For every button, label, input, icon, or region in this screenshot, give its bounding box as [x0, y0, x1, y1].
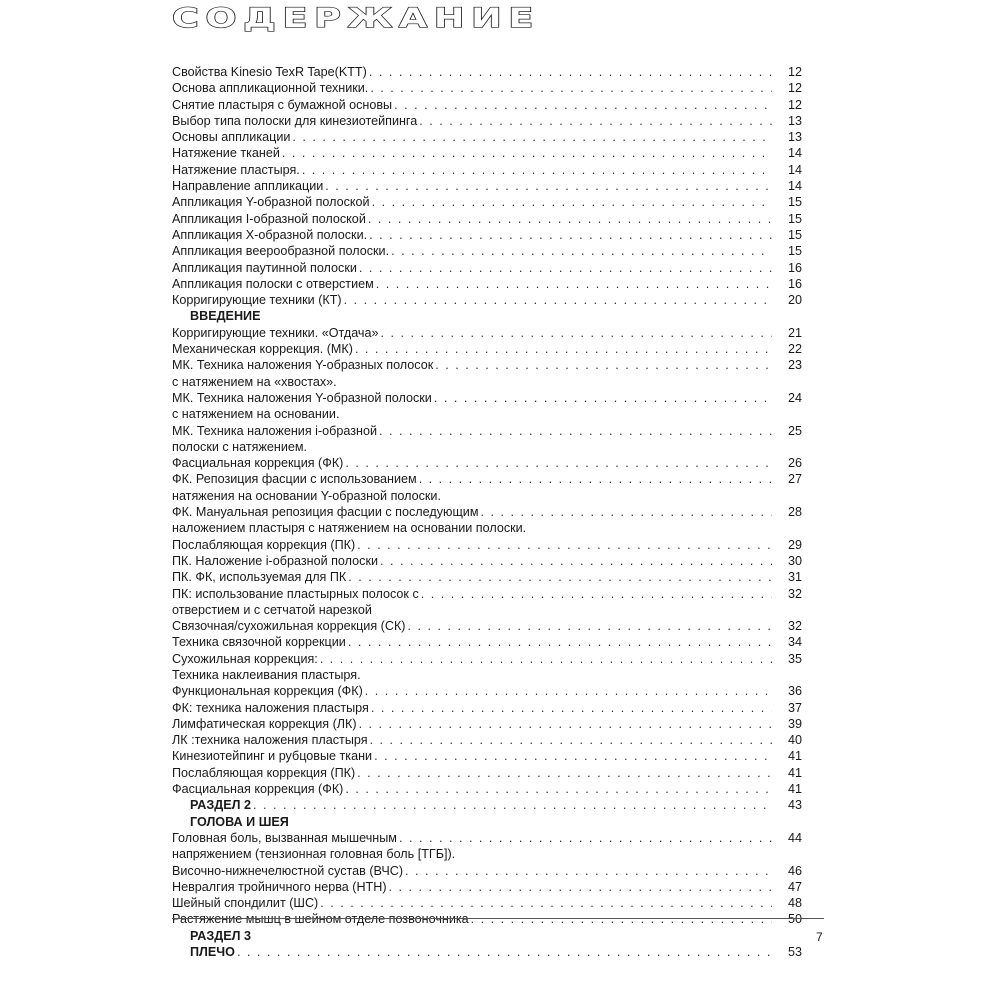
dot-leader — [355, 341, 772, 357]
dot-leader — [357, 765, 772, 781]
footer-rule — [172, 918, 824, 919]
toc-entry — [172, 145, 802, 161]
toc-page-number: 14 — [787, 179, 802, 194]
toc-entry — [172, 586, 802, 602]
toc-page-number: 16 — [787, 260, 802, 275]
dot-leader — [389, 879, 772, 895]
toc-entry-title: Механическая коррекция. (МК) — [172, 342, 353, 357]
toc-entry — [172, 569, 802, 585]
toc-page-number: 53 — [787, 945, 802, 960]
toc-entry-continuation: наложением пластыря с натяжением на основании полоски. — [172, 521, 527, 536]
toc-page-number: 15 — [787, 211, 802, 226]
toc-page-number: 39 — [787, 716, 802, 731]
dot-leader — [237, 944, 772, 960]
toc-entry-title: Лимфатическая коррекция (ЛК) — [172, 716, 357, 731]
toc-page-number: 48 — [787, 896, 802, 911]
toc-page-number: 32 — [787, 586, 802, 601]
toc-entry-continuation: полоски с натяжением. — [172, 439, 308, 454]
toc-entry — [172, 781, 802, 797]
dot-leader — [253, 797, 772, 813]
dot-leader — [369, 64, 772, 80]
dot-leader — [421, 586, 772, 602]
dot-leader — [419, 471, 772, 487]
toc-page-number: 31 — [787, 570, 802, 585]
toc-section-heading — [172, 928, 802, 944]
toc-page-number: 29 — [787, 537, 802, 552]
toc-entry — [172, 113, 802, 129]
dot-leader — [357, 537, 772, 553]
toc-entry — [172, 325, 802, 341]
dot-leader — [371, 700, 772, 716]
toc-page-number: 24 — [787, 390, 802, 405]
toc-entry — [172, 504, 802, 520]
dot-leader — [434, 390, 772, 406]
toc-page-number: 15 — [787, 227, 802, 242]
toc-page-number: 12 — [787, 65, 802, 79]
dot-leader — [345, 781, 772, 797]
toc-page-number: 23 — [787, 358, 802, 373]
toc-entry — [172, 227, 802, 243]
toc-page-number: 20 — [787, 293, 802, 308]
toc-entry-title: Фасциальная коррекция (ФК) — [172, 782, 344, 797]
toc-page-number: 50 — [787, 912, 802, 927]
toc-entry — [172, 260, 802, 276]
toc-page-number: 43 — [787, 798, 802, 813]
toc-page-number: 25 — [787, 423, 802, 438]
toc-entry — [172, 80, 802, 96]
toc-entry — [172, 537, 802, 553]
toc-entry-continuation: с натяжением на основании. — [172, 407, 340, 422]
dot-leader — [372, 194, 772, 210]
dot-leader — [368, 211, 772, 227]
toc-page-number: 27 — [787, 472, 802, 487]
toc-page-number: 13 — [787, 113, 802, 128]
toc-page-number: 26 — [787, 456, 802, 471]
toc-entry-title: Натяжение тканей — [172, 146, 280, 161]
toc-entry-title: Аппликация паутинной полоски — [172, 260, 357, 275]
dot-leader — [376, 276, 772, 292]
dot-leader — [391, 243, 772, 259]
toc-entry-title: Височно-нижнечелюстной сустав (ВЧС) — [172, 863, 404, 878]
dot-leader — [435, 357, 772, 373]
toc-entry-title: Связочная/сухожильная коррекция (СК) — [172, 619, 406, 634]
toc-heading-text: ГОЛОВА И ШЕЯ — [190, 814, 289, 829]
toc-page-number: 13 — [787, 130, 802, 145]
toc-page-number: 41 — [787, 749, 802, 764]
toc-entry-title: Корригирующие техники. «Отдача» — [172, 325, 379, 340]
toc-page-number: 44 — [787, 830, 802, 845]
toc-entry — [172, 423, 802, 439]
toc-entry-title: ПК. ФК, используемая для ПК — [172, 570, 347, 585]
toc-entry-continuation: натяжения на основании Y-образной полоски. — [172, 488, 441, 503]
dot-leader — [394, 97, 772, 113]
toc-entry — [172, 341, 802, 357]
toc-entry-title: Растяжение мышц в шейном отделе позвоночника — [172, 912, 469, 927]
toc-entry-title: Аппликация Х-образной полоски. — [172, 227, 368, 242]
toc-entry-continuation: отверстием и с сетчатой нарезкой — [172, 602, 372, 617]
toc-entry — [172, 863, 802, 879]
toc-entry — [172, 895, 802, 911]
toc-page-number: 16 — [787, 276, 802, 291]
dot-leader — [419, 113, 772, 129]
toc-section-heading — [172, 814, 802, 830]
toc-entry — [172, 634, 802, 650]
dot-leader — [381, 325, 773, 341]
toc-entry — [172, 830, 802, 846]
toc-entry — [172, 178, 802, 194]
toc-entry-title: Аппликация веерообразной полоски. — [172, 244, 390, 259]
dot-leader — [481, 504, 773, 520]
dot-leader — [370, 732, 772, 748]
toc-entry-title: ФК. Мануальная репозиция фасции с последующим — [172, 505, 479, 520]
toc-page-number: 28 — [787, 505, 802, 520]
dot-leader — [399, 830, 772, 846]
toc-entry-title: Корригирующие техники (КТ) — [172, 293, 342, 308]
page-number: 7 — [816, 930, 823, 944]
dot-leader — [292, 129, 772, 145]
toc-entry-title: Аппликация I-образной полоской — [172, 211, 366, 226]
toc-entry-title: Послабляющая коррекция (ПК) — [172, 765, 356, 780]
toc-entry — [172, 390, 802, 406]
dot-leader — [369, 227, 772, 243]
toc-entry — [172, 553, 802, 569]
toc-page-number: 22 — [787, 342, 802, 357]
dot-leader — [407, 618, 772, 634]
toc-entry-title: Сухожильная коррекция: — [172, 651, 318, 666]
dot-leader — [344, 292, 772, 308]
toc-page-number: 37 — [787, 700, 802, 715]
toc-entry-title: Снятие пластыря с бумажной основы — [172, 97, 393, 112]
toc-entry-title: ПК. Наложение i-образной полоски — [172, 553, 378, 568]
toc-entry — [172, 243, 802, 259]
toc-entry — [172, 276, 802, 292]
dot-leader — [320, 895, 772, 911]
toc-entry — [172, 162, 802, 178]
toc-entry — [172, 64, 802, 80]
toc-entry-title: Направление аппликации — [172, 179, 324, 194]
dot-leader — [359, 716, 772, 732]
toc-heading-text: РАЗДЕЛ 3 — [190, 928, 251, 943]
dot-leader — [325, 178, 772, 194]
toc-entry — [172, 748, 802, 764]
toc-entry-title: МК. Техника наложения Y-образной полоски — [172, 390, 432, 405]
dot-leader — [320, 651, 772, 667]
dot-leader — [365, 683, 772, 699]
toc-entry-title: Аппликация Y-образной полоской — [172, 195, 370, 210]
toc-heading-text: ВВЕДЕНИЕ — [190, 309, 261, 324]
toc-entry-title: Функциональная коррекция (ФК) — [172, 684, 363, 699]
toc-entry-title: ПК: использование пластырных полосок с — [172, 586, 419, 601]
toc-entry — [172, 683, 802, 699]
toc-entry-title: Выбор типа полоски для кинезиотейпинга — [172, 113, 418, 128]
toc-page-number: 46 — [787, 863, 802, 878]
toc-page-number: 14 — [787, 146, 802, 161]
toc-page-number: 35 — [787, 651, 802, 666]
dot-leader — [282, 145, 772, 161]
toc-entry — [172, 716, 802, 732]
toc-entry — [172, 129, 802, 145]
toc-entry-title: ЛК :техника наложения пластыря — [172, 733, 368, 748]
toc-entry-title: Аппликация полоски с отверстием — [172, 276, 374, 291]
toc-entry — [172, 765, 802, 781]
toc-page-number: 12 — [787, 81, 802, 96]
toc-entry — [172, 911, 802, 927]
toc-entry-title: Головная боль, вызванная мышечным — [172, 830, 397, 845]
dot-leader — [302, 162, 772, 178]
toc-entry-title: ФК. Репозиция фасции с использованием — [172, 472, 417, 487]
toc-page-number: 32 — [787, 619, 802, 634]
toc-page-number: 34 — [787, 635, 802, 650]
page-title: СОДЕРЖАНИЕ — [172, 3, 541, 34]
dot-leader — [348, 634, 772, 650]
dot-leader — [471, 911, 772, 927]
toc-entry — [172, 97, 802, 113]
toc-entry — [172, 357, 802, 373]
toc-entry-title: Основа аппликационной техники. — [172, 81, 369, 96]
toc-entry-title: РАЗДЕЛ 2 — [190, 798, 251, 813]
toc-entry — [172, 651, 802, 667]
toc-entry — [172, 700, 802, 716]
toc-page-number: 36 — [787, 684, 802, 699]
toc-entry — [172, 194, 802, 210]
dot-leader — [370, 80, 772, 96]
toc-entry-continuation: напряжением (тензионная головная боль [ТГБ]). — [172, 847, 456, 862]
toc-entry-title: ПЛЕЧО — [190, 945, 235, 960]
toc-entry-title: ФК: техника наложения пластыря — [172, 700, 369, 715]
toc-entry-title: Основы аппликации — [172, 130, 291, 145]
dot-leader — [374, 748, 772, 764]
toc-section-heading — [172, 797, 802, 813]
toc-entry — [172, 879, 802, 895]
toc-entry-title: МК. Техника наложения i-образной — [172, 423, 378, 438]
dot-leader — [380, 553, 772, 569]
toc-page-number: 15 — [787, 195, 802, 210]
toc-entry — [172, 211, 802, 227]
toc-entry-title: Кинезиотейпинг и рубцовые ткани — [172, 749, 373, 764]
toc-section-heading — [172, 944, 802, 960]
toc-section-heading — [172, 308, 802, 324]
toc-entry-continuation: Техника наклеивания пластыря. — [172, 667, 361, 682]
toc-page-number: 40 — [787, 733, 802, 748]
toc-entry-title: Невралгия тройничного нерва (НТН) — [172, 879, 387, 894]
toc-page-number: 15 — [787, 244, 802, 259]
toc-entry-continuation: с натяжением на «хвостах». — [172, 374, 337, 389]
toc-page-number: 30 — [787, 553, 802, 568]
toc-page-number: 14 — [787, 162, 802, 177]
toc-entry-title: Натяжение пластыря. — [172, 162, 300, 177]
toc-entry-title: Фасциальная коррекция (ФК) — [172, 456, 344, 471]
toc-entry — [172, 471, 802, 487]
toc-entry-title: Шейный спондилит (ШС) — [172, 896, 319, 911]
toc-entry-title: МК. Техника наложения Y-образных полосок — [172, 358, 434, 373]
dot-leader — [348, 569, 772, 585]
dot-leader — [345, 455, 772, 471]
toc-page-number: 41 — [787, 765, 802, 780]
toc-entry-title: Техника связочной коррекции — [172, 635, 346, 650]
toc-entry-title: Свойства Kinesio TexR Tape(KTT) — [172, 65, 367, 79]
toc-entry — [172, 292, 802, 308]
dot-leader — [379, 423, 772, 439]
toc-page-number: 41 — [787, 782, 802, 797]
toc-page-number: 21 — [787, 325, 802, 340]
dot-leader — [405, 863, 772, 879]
toc-page-number: 12 — [787, 97, 802, 112]
toc-page-number: 47 — [787, 879, 802, 894]
toc-entry — [172, 455, 802, 471]
toc-entry — [172, 618, 802, 634]
table-of-contents — [172, 64, 802, 960]
dot-leader — [359, 260, 772, 276]
toc-entry-title: Послабляющая коррекция (ПК) — [172, 537, 356, 552]
toc-entry — [172, 732, 802, 748]
